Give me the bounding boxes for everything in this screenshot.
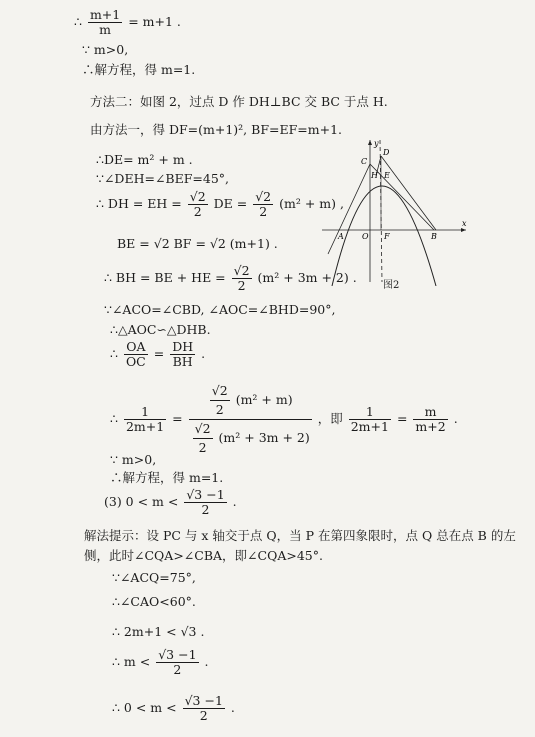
label-c: C (361, 157, 368, 166)
figure-caption: 图2 (383, 280, 400, 291)
part-three-answer: (3) 0 < m < $\frac{√3 -1}{2}$ . (104, 487, 237, 517)
label-a: A (338, 232, 344, 241)
eq-line-10: ∴ BH = BE + HE = $\frac{√2}{2}$ (m² + 3m + 2) . (104, 263, 357, 293)
eq-line-24: ∴ 0 < m < $\frac{√3 -1}{2}$ . (112, 693, 235, 723)
eq-line-20: ∵∠ACQ=75°, (112, 570, 196, 585)
label-y: y (374, 139, 379, 148)
eq-line-7: ∵∠DEH=∠BEF=45°, (96, 171, 230, 186)
line-db (381, 156, 436, 230)
eq-line-11: ∵∠ACO=∠CBD, ∠AOC=∠BHD=90°, (104, 302, 336, 317)
label-h: H (371, 171, 378, 180)
eq-line-3: ∴解方程，得 m=1. (82, 62, 196, 77)
hint-line-2: 侧，此时∠CQA>∠CBA，即∠CQA>45°. (84, 548, 323, 563)
label-e: E (384, 171, 390, 180)
label-f: F (384, 232, 390, 241)
eq-line-8: ∴ DH = EH = $\frac{√2}{2}$ DE = $\frac{√2}{2}$ (m² + m) , (96, 189, 344, 219)
eq-line-6: ∴DE= m² + m . (96, 152, 193, 167)
label-x: x (462, 219, 467, 228)
eq-line-15: ∵ m>0, (110, 452, 157, 467)
eq-line-13: ∴ $\frac{OA}{OC}$ = $\frac{DH}{BH}$ . (110, 339, 206, 369)
eq-line-12: ∴△AOC∽△DHB. (110, 322, 211, 337)
figure-2-diagram (318, 136, 470, 286)
eq-line-5: 由方法一，得 DF=(m+1)², BF=EF=m+1. (90, 122, 342, 137)
eq-line-2: ∵ m>0, (82, 42, 129, 57)
label-o: O (362, 232, 369, 241)
eq-line-14: ∴ $\frac{1}{2m+1}$ = $\frac{√2}{2}$ (m² + m) $\frac{√2}{2}$ (m² + 3m + 2) ，即 $\frac{1}{2m+1}$ = $\frac{m}{m+2}$ . (110, 383, 458, 455)
eq-line-21: ∴∠CAO<60°. (112, 594, 196, 609)
method-two-heading: 方法二：如图 2，过点 D 作 DH⊥BC 交 BC 于点 H. (90, 94, 388, 109)
hint-line-1: 解法提示：设 PC 与 x 轴交于点 Q，当 P 在第四象限时，点 Q 总在点 B 的左 (84, 528, 516, 543)
eq-line-23: ∴ m < $\frac{√3 -1}{2}$ . (112, 647, 209, 677)
eq-line-9: BE = √2 BF = √2 (m+1) . (117, 236, 278, 251)
eq-line-1: ∴ $\frac{m+1}{m}$ = m+1 . (74, 7, 181, 37)
x-axis-arrow-icon (461, 228, 466, 232)
label-d: D (383, 148, 390, 157)
line-cb (370, 164, 434, 230)
label-b: B (431, 232, 437, 241)
eq-line-22: ∴ 2m+1 < √3 . (112, 624, 205, 639)
eq-line-16: ∴解方程，得 m=1. (110, 470, 224, 485)
y-axis-arrow-icon (368, 140, 372, 145)
